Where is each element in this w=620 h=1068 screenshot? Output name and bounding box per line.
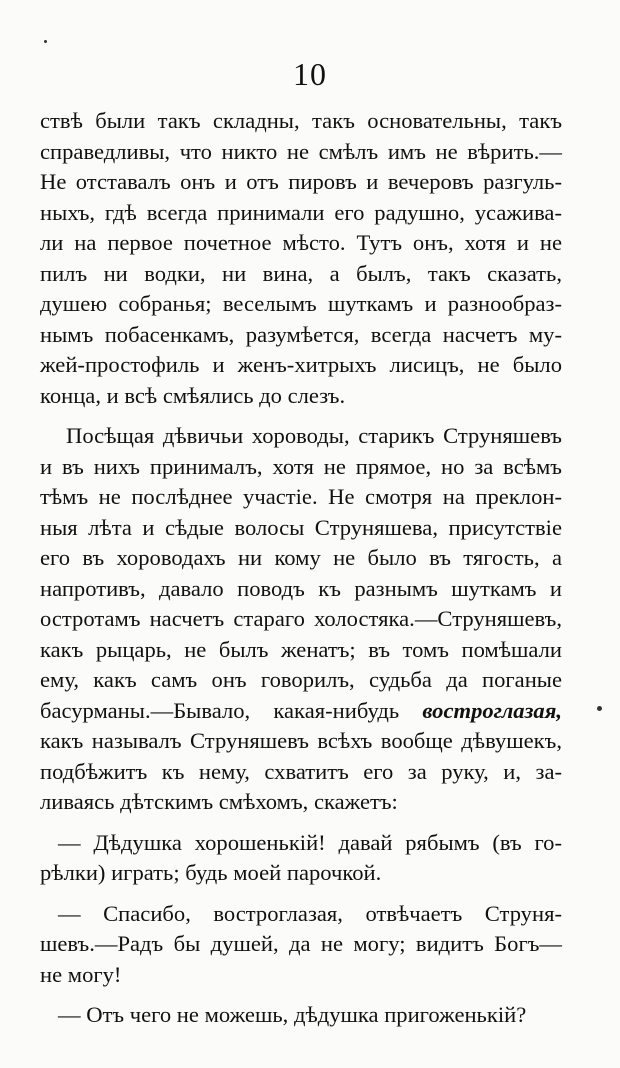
text-line: напротивъ, давало поводъ къ разнымъ шуткамъ и bbox=[40, 575, 562, 601]
text-line: Не отставалъ онъ и отъ пировъ и вечеровъ разгуль- bbox=[40, 169, 562, 194]
text-line: душею собранья; веселымъ шуткамъ и разнообраз- bbox=[40, 291, 562, 316]
text-line: тѣмъ не послѣднее участіе. Не смотря на преклон- bbox=[40, 484, 562, 509]
text-line: конца, и всѣ смѣялись до слезъ. bbox=[40, 382, 346, 408]
text-line: жей-простофиль и женъ-хитрыхъ лисицъ, не было bbox=[40, 352, 562, 377]
text-line: — Спасибо, востроглазая, отвѣчаетъ Струня- bbox=[58, 900, 562, 926]
text-line: ему, какъ самъ онъ говорилъ, судьба да поганые bbox=[40, 667, 562, 692]
text-line: пилъ ни водки, ни вина, а былъ, такъ сказать, bbox=[40, 260, 562, 286]
text-line: какъ называлъ Струняшевъ всѣхъ вообще дѣвушекъ, bbox=[40, 728, 562, 753]
text-line: его въ хороводахъ ни кому не было въ тягость, а bbox=[40, 545, 562, 570]
text-body bbox=[40, 106, 562, 1031]
text-line: — Отъ чего не можешь, дѣдушка пригоженькій? bbox=[58, 1002, 527, 1027]
text-line: ливаясь дѣтскимъ смѣхомъ, скажетъ: bbox=[40, 789, 398, 814]
text-line: и въ нихъ принималъ, хотя не прямое, но за всѣмъ bbox=[40, 453, 562, 479]
text-line bbox=[40, 696, 562, 727]
emphasized-word: востроглазая, bbox=[422, 697, 562, 723]
ink-speck bbox=[597, 706, 602, 711]
text-line: — Дѣдушка хорошенькій! давай рябымъ (въ го- bbox=[58, 829, 562, 855]
text-line: подбѣжитъ къ нему, схватитъ его за руку, и, за- bbox=[40, 758, 562, 784]
page-number: 10 bbox=[293, 56, 327, 92]
text-segment: басурманы.—Бывало, какая-нибудь bbox=[40, 697, 423, 723]
text-line: остротамъ насчетъ стараго холостяка.—Струняшевъ, bbox=[40, 606, 562, 631]
paragraph bbox=[40, 106, 562, 411]
ink-speck bbox=[44, 40, 47, 43]
dialogue-line bbox=[40, 899, 562, 991]
dialogue-line bbox=[40, 828, 562, 889]
text-line: справедливы, что никто не смѣлъ имъ не вѣрить.— bbox=[40, 138, 562, 164]
text-line: шевъ.—Радъ бы душей, да не могу; видитъ Богъ— bbox=[40, 931, 562, 956]
text-line: не могу! bbox=[40, 961, 122, 987]
text-line: ли на первое почетное мѣсто. Тутъ онъ, хотя и не bbox=[40, 230, 562, 255]
text-line: ствѣ были такъ складны, такъ основательны, такъ bbox=[40, 108, 562, 133]
text-line: ныя лѣта и сѣдые волосы Струняшева, присутствіе bbox=[40, 514, 562, 540]
text-line: какъ рыцарь, не былъ женатъ; въ томъ помѣшали bbox=[40, 636, 562, 662]
text-line: Посѣщая дѣвичьи хороводы, старикъ Струняшевъ bbox=[66, 423, 562, 448]
text-line: рѣлки) играть; будь моей парочкой. bbox=[40, 860, 382, 885]
paragraph bbox=[40, 421, 562, 818]
text-line: нымъ побасенкамъ, разумѣется, всегда насчетъ му- bbox=[40, 321, 562, 347]
dialogue-line bbox=[40, 1000, 562, 1031]
text-line: ныхъ, гдѣ всегда принимали его радушно, усажива- bbox=[40, 199, 562, 225]
